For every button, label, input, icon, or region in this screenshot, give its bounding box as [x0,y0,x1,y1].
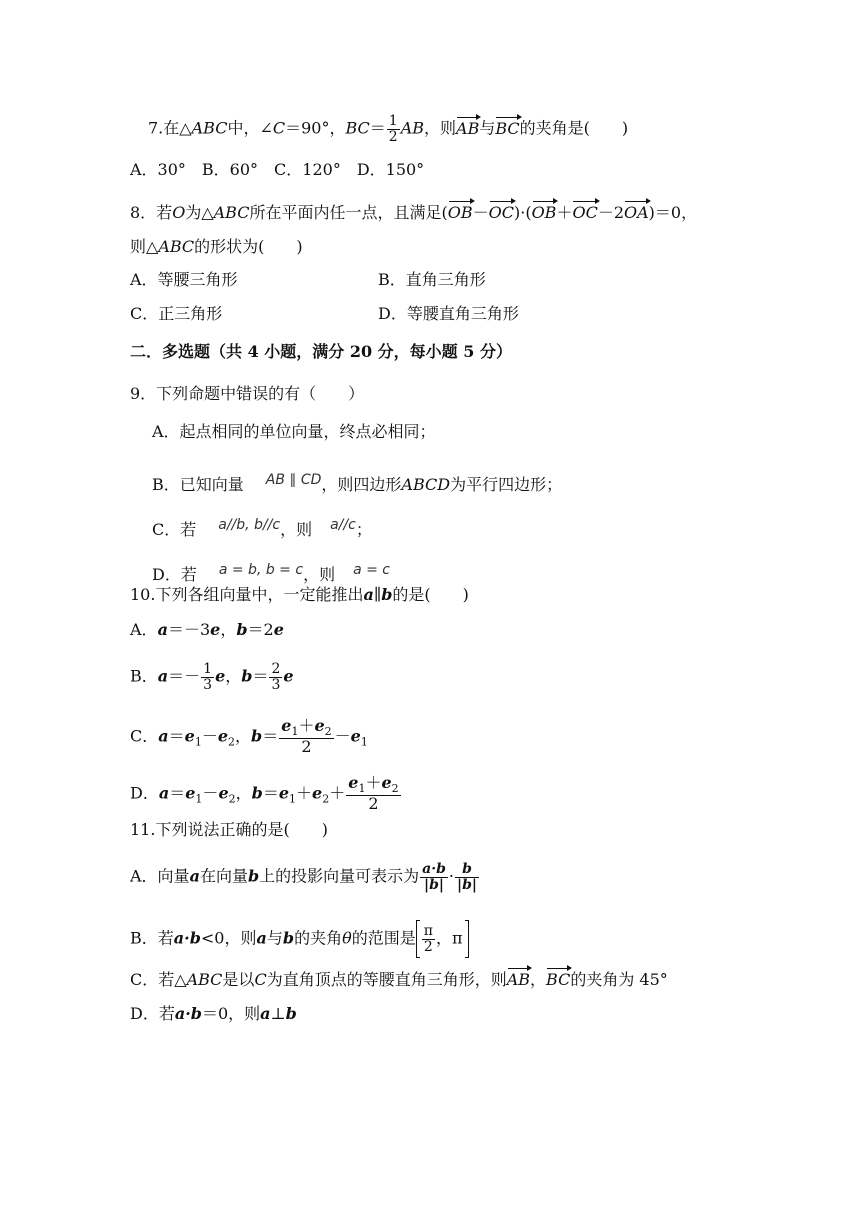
q10-option-b: B．a＝－ $\frac{1}{3}$ e，b＝ $\frac{2}{3}$ e [130,661,294,693]
q10-option-c: C．$a=e_1-e_2$，b＝ $\frac{e_1+e_2}{2}$ $-e_1$ [130,716,368,756]
math-image-a-b-c-parallel: a//b, b//c [218,517,281,533]
q10-option-a: A．a＝－3e，b＝2e [130,620,284,639]
left-bracket [416,920,420,958]
fraction-one-third: $\frac{1}{3}$ [203,661,213,693]
vector-oc: OC [572,203,598,222]
math-image-a-eq-c: a = c [353,562,390,578]
section-heading: 二．多选题（共 4 小题，满分 20 分，每小题 5 分） [130,342,512,361]
fraction-e1-plus-e2-over-2: $\frac{e_1+e_2}{2}$ [348,773,399,813]
q8-option-d: D．等腰直角三角形 [378,304,519,323]
q11-stem: 11.下列说法正确的是( ) [130,820,328,839]
q8-stem: 8．若O为△ABC所在平面内任一点，且满足(OB－OC)·(OB＋OC－2OA)＝0， [130,203,698,222]
right-bracket [465,920,469,958]
q11-option-b: B．若a·b<0，则a与b的夹角θ的范围是 $\frac{\pi}{2}$ ，π [130,920,469,958]
vector-ab: AB [506,970,531,989]
fraction-two-thirds: $\frac{2}{3}$ [271,661,281,693]
q8-option-b: B．直角三角形 [378,270,486,289]
vector-bc: BC [495,118,520,138]
q8-option-a: A．等腰三角形 [130,270,238,289]
vector-ob: OB [531,203,557,222]
vector-bc: BC [546,970,571,989]
fraction-unit-vector: $\frac{b}{|b|}$ [456,861,477,893]
q7-options: A．30° B．60° C．120° D．150° [130,160,425,179]
fraction-pi-over-2: $\frac{\pi}{2}$ [423,922,433,955]
q11-option-c: C．若△ABC是以C为直角顶点的等腰直角三角形，则AB，BC的夹角为 45° [130,970,668,989]
fraction-half: $\frac{1}{2}$ [388,113,398,145]
q9-option-a: A．起点相同的单位向量，终点必相同； [152,422,436,441]
q7-stem: 7.在△ABC中，∠C＝90°，BC＝ $\frac{1}{2}$ AB，则AB与BC的夹角是( ) [148,113,629,145]
vector-oc: OC [488,203,514,222]
fraction-dot-over-norm: $\frac{a\cdot b}{|b|}$ [422,861,446,893]
q8-stem-line2: 则△ABC的形状为( ) [130,237,303,256]
fraction-e1-plus-e2-over-2: $\frac{e_1+e_2}{2}$ [281,716,332,756]
q11-option-d: D．若a·b＝0，则a⊥b [130,1004,297,1023]
q8-option-c: C．正三角形 [130,304,223,323]
math-image-a-eq-b-b-eq-c: a = b, b = c [218,562,304,578]
q9-option-d: D．若 a = b, b = c，则 a = c [152,562,390,584]
q10-option-d: D．$a=e_1-e_2$，$b=e_1+e_2+$ $\frac{e_1+e_2}{2}$ [130,773,399,813]
q9-option-c: C．若 a//b, b//c，则 a//c； [152,517,372,539]
q9-option-b: B．已知向量 AB ∥ CD，则四边形ABCD为平行四边形； [152,472,563,494]
q11-option-a: A．向量a在向量b上的投影向量可表示为 $\frac{a\cdot b}{|b|}$ · $\frac{b}{|b|}$ [130,861,477,893]
vector-oa: OA [624,203,649,222]
q10-stem: 10.下列各组向量中，一定能推出a∥b的是( ) [130,585,469,604]
math-image-a-parallel-c: a//c [330,517,356,533]
math-image-ab-parallel-cd: AB ∥ CD [265,472,322,488]
vector-ab: AB [456,118,480,138]
vector-ob: OB [447,203,473,222]
q9-stem: 9．下列命题中错误的有（ ） [130,384,365,403]
